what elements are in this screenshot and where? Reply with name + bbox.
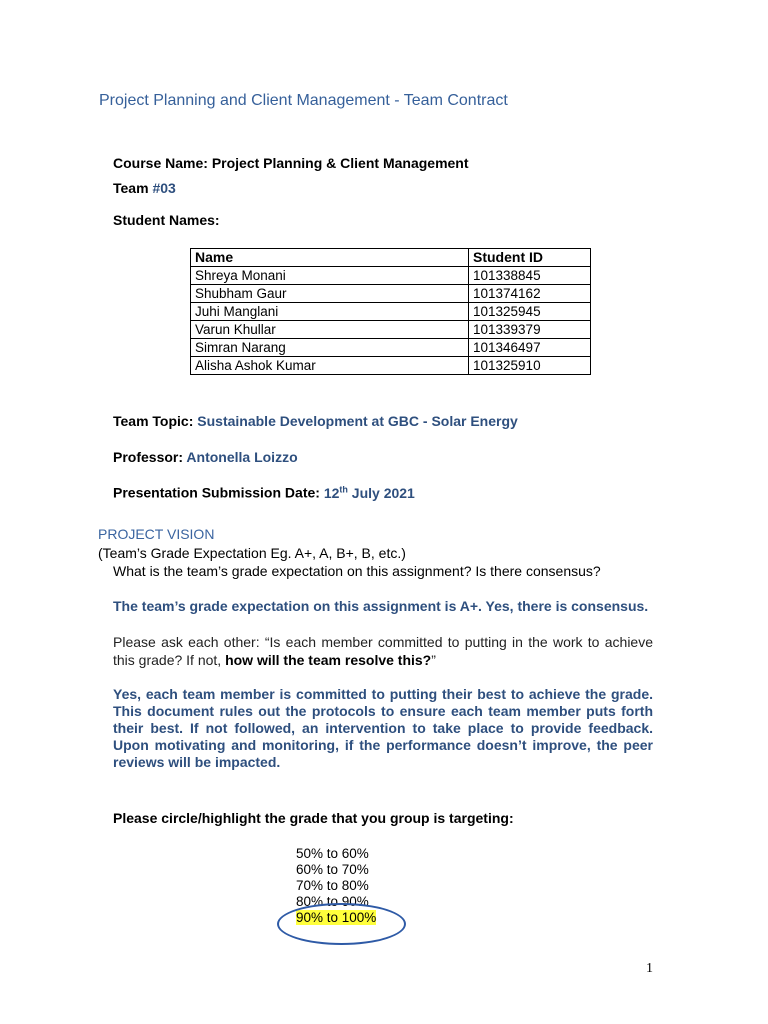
submission-label: Presentation Submission Date: [113, 484, 320, 501]
grade-highlight: 90% to 100% [296, 910, 377, 925]
student-name: Shreya Monani [191, 267, 469, 285]
team-value: #03 [152, 180, 176, 196]
student-id: 101374162 [469, 285, 591, 303]
student-name: Shubham Gaur [191, 285, 469, 303]
target-grade-prompt: Please circle/highlight the grade that you group is targeting: [113, 810, 514, 826]
commitment-question-emphasis: how will the team resolve this? [225, 652, 432, 668]
commitment-question-text: Please ask each other: “Is each member committed to putting in the work to achieve this grade? If not, [113, 634, 653, 668]
student-name: Alisha Ashok Kumar [191, 357, 469, 375]
table-row [191, 267, 591, 285]
header-student-id: Student ID [469, 249, 591, 267]
student-id: 101338845 [469, 267, 591, 285]
page-number: 1 [646, 961, 653, 976]
submission-day-suffix: th [339, 484, 348, 494]
student-name: Juhi Manglani [191, 303, 469, 321]
grade-option: 70% to 80% [296, 878, 369, 893]
grade-option: 80% to 90% [296, 894, 369, 909]
submission-month-year: July 2021 [347, 484, 415, 501]
table-row [191, 303, 591, 321]
commitment-question-close: ” [431, 652, 436, 668]
student-names-label: Student Names: [113, 212, 220, 228]
submission-day: 12 [323, 484, 340, 501]
submission-value [324, 485, 415, 501]
topic-label: Team Topic: [113, 413, 194, 429]
student-id: 101339379 [469, 321, 591, 339]
submission-date-line [113, 484, 415, 501]
team-label: Team [113, 180, 149, 196]
grade-option: 60% to 70% [296, 862, 369, 877]
student-table [190, 248, 591, 375]
student-id: 101325910 [469, 357, 591, 375]
table-row [191, 321, 591, 339]
student-id: 101325945 [469, 303, 591, 321]
student-name: Varun Khullar [191, 321, 469, 339]
team-topic-line [113, 413, 518, 429]
header-name: Name [191, 249, 469, 267]
grade-expectation-answer: The team’s grade expectation on this assignment is A+. Yes, there is consensus. [113, 598, 649, 614]
student-name: Simran Narang [191, 339, 469, 357]
student-id: 101346497 [469, 339, 591, 357]
grade-expectation-hint: (Team’s Grade Expectation Eg. A+, A, B+, B, etc.) [98, 545, 406, 561]
table-row [191, 339, 591, 357]
course-label: Course Name: [113, 155, 208, 171]
table-header-row [191, 249, 591, 267]
project-vision-heading: PROJECT VISION [98, 526, 215, 542]
grade-option: 50% to 60% [296, 846, 369, 861]
professor-value: Antonella Loizzo [186, 449, 298, 465]
commitment-question [113, 633, 653, 669]
course-value: Project Planning & Client Management [211, 155, 469, 171]
professor-line [113, 449, 298, 465]
grade-circle-annotation [277, 903, 406, 945]
team-line [113, 180, 176, 196]
document-title: Project Planning and Client Management - Team Contract [99, 92, 508, 109]
topic-value: Sustainable Development at GBC - Solar Energy [197, 413, 518, 429]
professor-label: Professor: [113, 449, 184, 465]
table-row [191, 357, 591, 375]
course-name-line [113, 155, 469, 171]
commitment-answer: Yes, each team member is committed to putting their best to achieve the grade. This document rules out the protocols to ensure each team member puts forth their best. If not followed, an intervention to take place to provide feedback. Upon motivating and monitoring, if the performance doesn’t improve, the peer reviews will be impacted. [113, 686, 653, 770]
table-row [191, 285, 591, 303]
grade-expectation-question: What is the team’s grade expectation on this assignment? Is there consensus? [113, 563, 601, 579]
